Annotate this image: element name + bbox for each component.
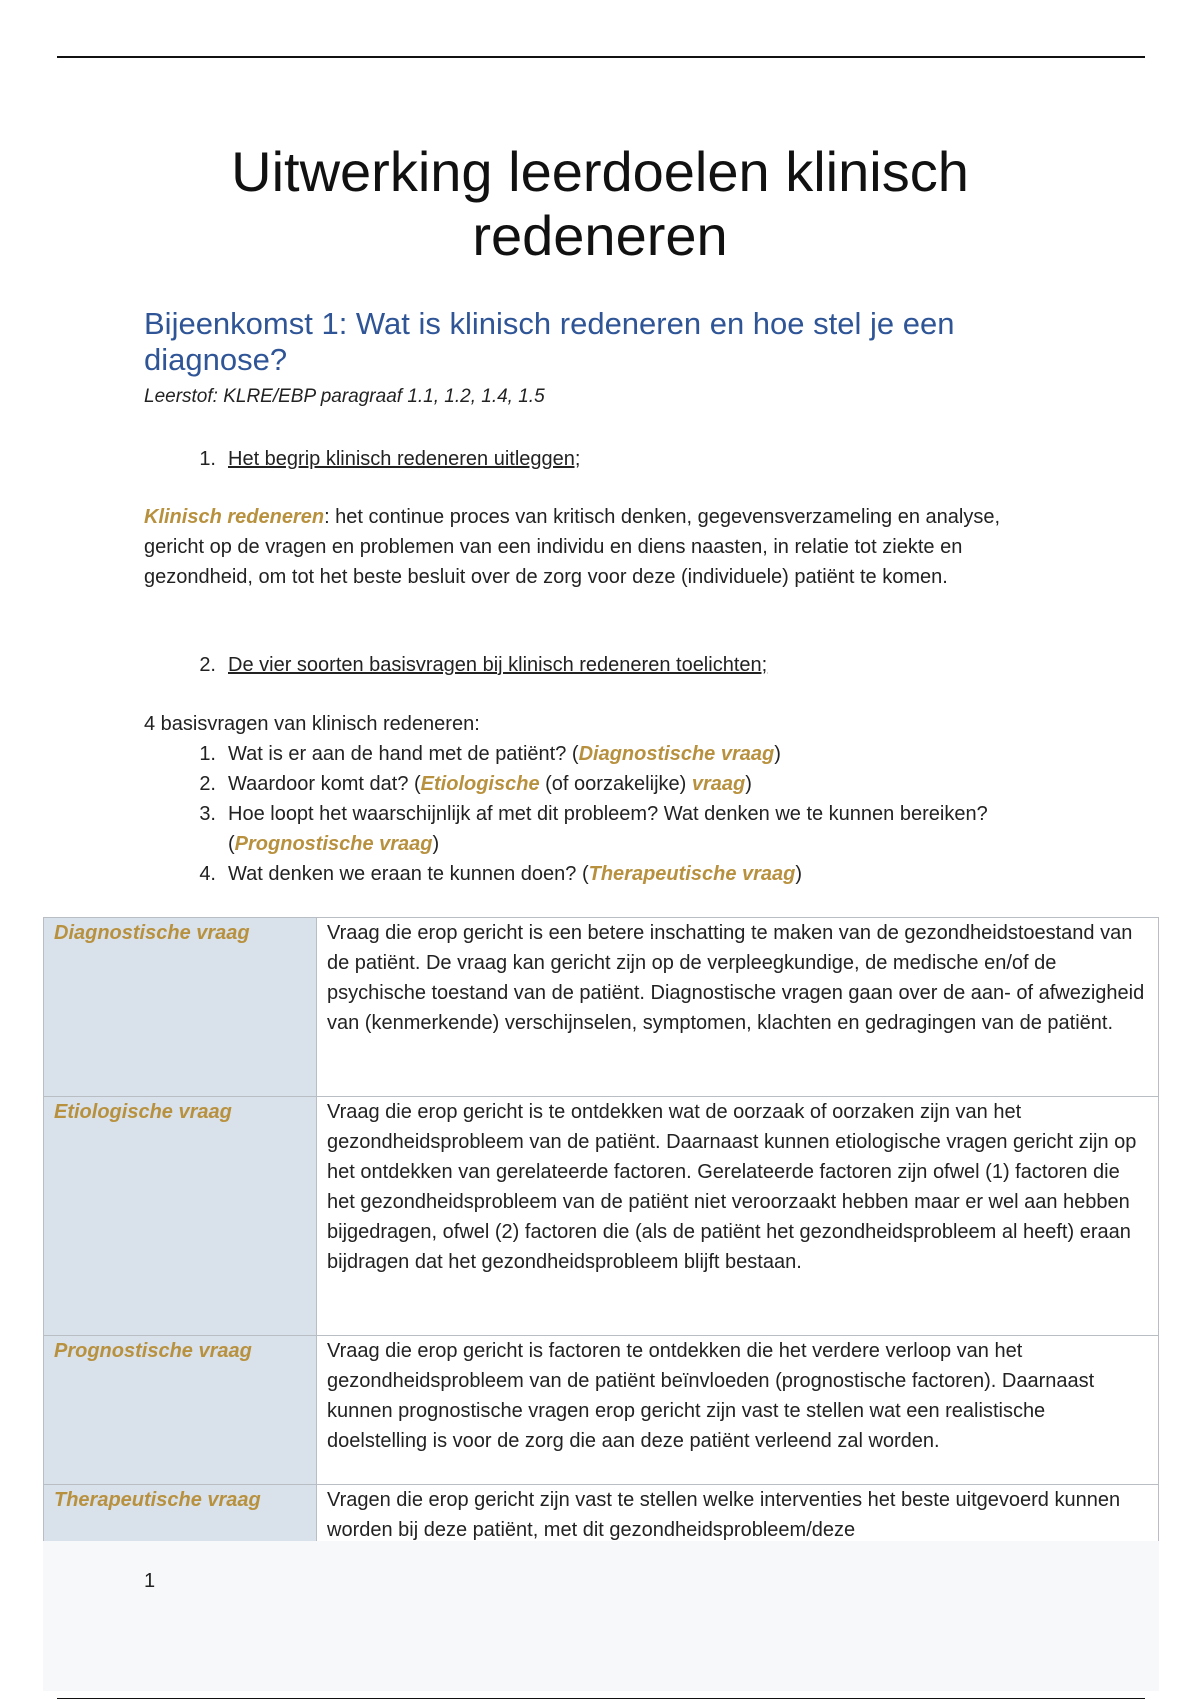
definition-term: Klinisch redeneren [144,506,325,528]
definition-paragraph [144,502,1044,592]
question-tag: Etiologische [420,773,540,795]
questions-intro: 4 basisvragen van klinisch redeneren: [144,713,480,735]
list-item-post: ) [774,743,781,765]
leerstof-line: Leerstof: KLRE/EBP paragraaf 1.1, 1.2, 1.4, 1.5 [144,386,545,407]
bottom-rule [57,1698,1145,1699]
list-item-text [228,769,1044,799]
table-row [44,1097,1159,1336]
basic-questions-list [144,739,1044,889]
learning-goal-number: 1. [199,448,216,470]
list-item-number: 2. [199,773,216,795]
list-item-pre: Hoe loopt het waarschijnlijk af met dit probleem? Wat denken we te kunnen bereiken? ( [228,803,988,855]
question-tag: Prognostische vraag [234,833,433,855]
list-item-pre: Wat is er aan de hand met de patiënt? ( [228,743,579,765]
list-item-mid: (of oorzakelijke) [539,773,692,795]
question-types-table [43,917,1159,1546]
table-row-label: Diagnostische vraag [44,918,317,1097]
learning-goal-1 [144,444,580,474]
learning-goal-number: 2. [199,654,216,676]
definition-text: : het continue proces van kritisch denken, gegevensverzameling en analyse, gericht op de vragen en problemen van een individu en diens naasten, in relatie tot ziekte en gezondheid, om tot het beste besluit over de zorg voor deze (individuele) patiënt te komen. [144,506,1001,588]
section-heading: Bijeenkomst 1: Wat is klinisch redeneren en hoe stel je een diagnose? [144,306,955,377]
list-item [144,859,1044,889]
list-item-number: 4. [199,863,216,885]
page-footer-area [43,1541,1159,1691]
question-tag: Diagnostische vraag [578,743,775,765]
list-item-post: ) [745,773,752,795]
list-item-pre: Wat denken we eraan te kunnen doen? ( [228,863,589,885]
document-title [0,140,1200,268]
table-row-label: Therapeutische vraag [44,1485,317,1546]
table-row-description: Vragen die erop gericht zijn vast te stellen welke interventies het beste uitgevoerd kunnen worden bij deze patiënt, met dit gezondheidsprobleem/deze [317,1485,1159,1546]
table-row [44,1336,1159,1485]
list-item [144,799,1044,859]
learning-goal-2 [144,650,767,680]
table-row-description: Vraag die erop gericht is een betere inschatting te maken van de gezondheidstoestand van de patiënt. De vraag kan gericht zijn op de verpleegkundige, de medische en/of de psychische toestand van de patiënt. Diagnostische vragen gaan over de aan- of afwezigheid van (kenmerkende) verschijnselen, symptomen, klachten en gedragingen van de patiënt. [317,918,1159,1097]
table-row-label: Etiologische vraag [44,1097,317,1336]
learning-goal-text: De vier soorten basisvragen bij klinisch redeneren toelichten; [228,654,768,676]
list-item-text [228,799,1044,859]
list-item [144,739,1044,769]
table-row-description: Vraag die erop gericht is te ontdekken wat de oorzaak of oorzaken zijn van het gezondheidsprobleem van de patiënt. Daarnaast kunnen etiologische vragen gericht zijn op het ontdekken van gerelateerde factoren. Gerelateerde factoren zijn ofwel (1) factoren die het gezondheidsprobleem van de patiënt niet veroorzaakt hebben maar er wel aan hebben bijgedragen, ofwel (2) factoren die (als de patiënt het gezondheidsprobleem al heeft) eraan bijdragen dat het gezondheidsprobleem blijft bestaan. [317,1097,1159,1336]
document-title-line-2: redeneren [472,204,728,267]
table-row [44,918,1159,1097]
question-tag: Therapeutische vraag [588,863,796,885]
page-number: 1 [144,1570,156,1592]
top-rule [57,56,1145,58]
list-item-pre: Waardoor komt dat? ( [228,773,421,795]
list-item-text [228,739,1044,769]
list-item-post: ) [795,863,803,885]
table-row-description: Vraag die erop gericht is factoren te ontdekken die het verdere verloop van het gezondheidsprobleem van de patiënt beïnvloeden (prognostische factoren). Daarnaast kunnen prognostische vragen erop gericht zijn vast te stellen wat een realistische doelstelling is voor de zorg die aan deze patiënt verleend zal worden. [317,1336,1159,1485]
list-item-number: 1. [199,743,216,765]
document-title-line-1: Uitwerking leerdoelen klinisch [231,140,969,203]
learning-goal-text: Het begrip klinisch redeneren uitleggen; [228,448,581,470]
table-row-label: Prognostische vraag [44,1336,317,1485]
question-tag-2: vraag [691,773,746,795]
list-item-text [228,859,1044,889]
table-row [44,1485,1159,1546]
list-item [144,769,1044,799]
list-item-post: ) [432,833,440,855]
list-item-number: 3. [199,803,216,825]
